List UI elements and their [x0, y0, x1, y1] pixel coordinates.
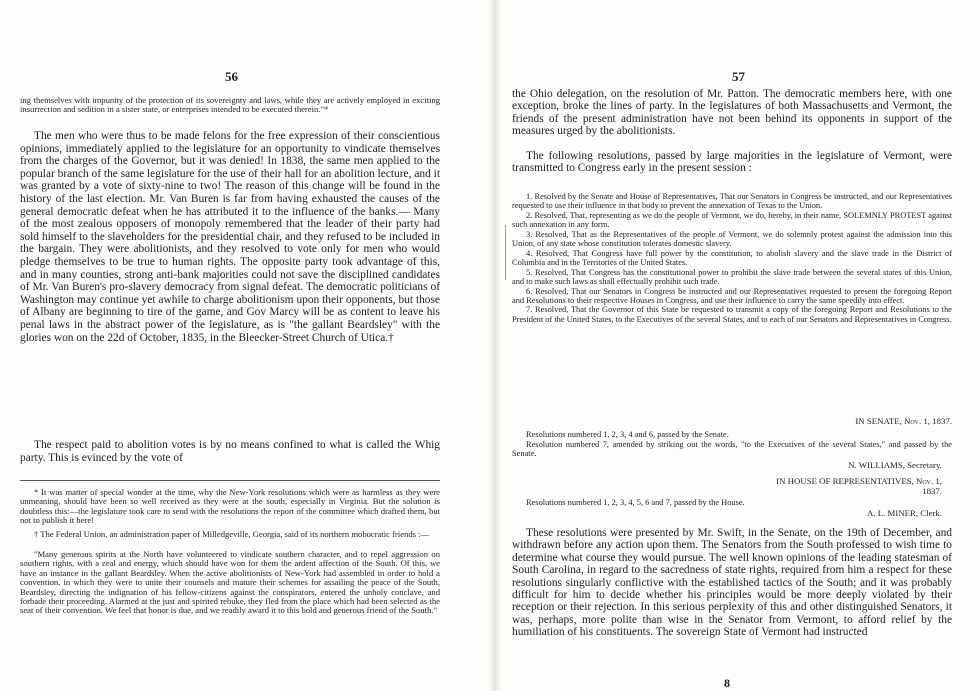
house-signature: A. L. MINER, Clerk. [866, 508, 942, 518]
scan-mark [505, 225, 506, 280]
left-page [20, 0, 466, 691]
resolution-item: 6. Resolved, That our Senators in Congress be instructed and our Representatives requested to present the foregoing Report and Resolutions to their respective Houses in Congress, and use their influence to carry the same speedily into effect. [512, 286, 952, 305]
right-page [512, 0, 962, 691]
book-gutter [489, 0, 501, 691]
senate-note-1: Resolutions numbered 1, 2, 3, 4 and 6, passed by the Senate. [526, 430, 729, 439]
footnote-2-quote: "Many generous spirits at the North have volunteered to vindicate southern character, and to repel aggression on southern rights, with a zeal and energy, which should have won for them the ardent affection of the South. Of this, we have an instance in the gallant Beardsley. When the active abolitionists of New-York had assembled in order to hold a convention, in which they were to unite their counsels and mature their schemes for assailing the peace of the South, Beardsley, directing the indignation of his fellow-citizens against the conspirators, entered the unholy conclave, and forbade their proceeding. Alarmed at the just and spirited rebuke, they fled from the place which had been selected as the seat of their convention. We feel that honor is due, and we readily award it to this bold and generous friend of the South." [20, 549, 440, 616]
senate-note-2: Resolution numbered 7, amended by striking out the words, "to the Executives of the several States," and passed by the Senate. [512, 440, 952, 459]
resolution-item: 4. Resolved, That Congress have full power by the constitution, to abolish slavery and the slave trade in the District of Columbia and in the Territories of the United States. [512, 248, 952, 267]
body-paragraph-1: The men who were thus to be made felons for the free expression of their conscientious opinions, immediately applied to the legislature for an opportunity to vindicate themselves from the charges of the Governor, but it was denied! In 1838, the same men applied to the popular branch of the same legislature for the use of their hall for an abolition lecture, and it was granted by a vote of sixty-nine to two! The reason of this change will be found in the history of the last election. Mr. Van Buren is far from having exhausted the causes of the general democratic defeat when he has attributed it to the influence of the banks.— Many of the most zealous opposers of monopoly remembered that the leader of their party had sold himself to the slaveholders for the presidential chair, and they refused to be included in the bargain. They were abolitionists, and they resolved to vote only for men who would pledge themselves to be true to human rights. The opposite party took advantage of this, and in many counties, strong anti-bank majorities could not save the disciplined candidates of Mr. Van Buren's pro-slavery democracy from signal defeat. The democratic politicians of Washington may continue yet awhile to charge abolitionism upon their opponents, but those of Albany are beginning to tire of the game, and Gov Marcy will be as content to leave his penal laws in the abstract power of the legislature, as is "the gallant Beardsley" with the glories won on the 22d of October, 1835, in the Bleecker-Street Church of Utica.† [20, 130, 440, 344]
resolution-item: 2. Resolved, That, representing as we do the people of Vermont, we do, hereby, in their name, SOLEMNLY PROTEST against such annexation in any form. [512, 210, 952, 230]
body-paragraph-1: the Ohio delegation, on the resolution of Mr. Patton. The democratic members here, with one exception, broke the lines of party. In the legislatures of both Massachusetts and Vermont, the friends of the present administration have not been behind its opponents in support of the measures urged by the abolitionists. [512, 88, 952, 138]
footnote-2-intro: † The Federal Union, an administration paper of Milledgeville, Georgia, said of its northern mobocratic friends :— [34, 529, 430, 539]
senate-signature: N. WILLIAMS, Secretary. [848, 460, 942, 470]
resolution-item: 3. Resolved, That as the Representatives of the people of Vermont, we do solemnly protest against the admission into this Union, of any state whose constitution tolerates domestic slavery. [512, 229, 952, 249]
body-paragraph-2: The following resolutions, passed by large majorities in the legislature of Vermont, were transmitted to Congress early in the present session : [512, 150, 952, 175]
resolution-item: 5. Resolved, That Congress has the constitutional power to prohibit the slave trade between the several states of this Union, and to make such laws as shall effectually prohibit such trade. [512, 267, 952, 286]
body-paragraph-2: The respect paid to abolition votes is by no means confined to what is called the Whig party. This is evinced by the vote of [20, 439, 440, 464]
page-number-left: 56 [225, 69, 238, 84]
continued-quote: ing themselves with impunity of the protection of its sovereignty and laws, while they are actively employed in exciting insurrection and sedition in a sister state, or enterprises intended to be executed therein."* [20, 95, 440, 115]
senate-header: IN SENATE, Nov. 1, 1837. [855, 416, 952, 426]
resolution-item: 7. Resolved, That the Governor of this State be requested to transmit a copy of the foregoing Report and Resolutions to the President of the United States, to the Executives of the several States, and to each of our Senators and Representatives in Congress. [512, 305, 952, 324]
resolutions-list [512, 192, 952, 324]
page-number-right: 57 [732, 69, 745, 84]
footnote-1: * It was matter of special wonder at the time, why the New-York resolutions which were as harmless as they were unmeaning, should have been so well received as they were at the south, especially in Virginia. But the solution is doubtless this:—the legislature took care to send with the resolutions the report of the committee which drafted them, but not to publish it here! [20, 487, 440, 526]
body-paragraph-3: These resolutions were presented by Mr. Swift, in the Senate, on the 19th of December, and withdrawn before any action upon them. The Senators from the South professed to wish time to determine what course they would pursue. The well known opinions of the leading statesman of South Carolina, in regard to the sacredness of state rights, required from him a respect for these resolutions singularly conflictive with the established tactics of the South; and it was probably difficult for him to decide whether his principles would be more deeply violated by their reception or their rejection. In this serious perplexity of this and other distinguished Senators, it was, perhaps, more polite than wise in the Senator from Vermont, to afford relief by the humiliation of his constituents. The sovereign State of Vermont had instructed [512, 527, 952, 639]
house-note: Resolutions numbered 1, 2, 3, 4, 5, 6 and 7, passed by the House. [526, 498, 745, 507]
footnote-rule [20, 480, 440, 481]
signature-mark: 8 [724, 676, 730, 690]
house-header: IN HOUSE OF REPRESENTATIVES, Nov. 1, 1837. [776, 476, 942, 496]
resolution-item: 1. Resolved by the Senate and House of Representatives, That our Senators in Congress be instructed, and our Representatives requested to use their influence in that body to prevent the annexation of Texas to the Union. [512, 192, 952, 211]
